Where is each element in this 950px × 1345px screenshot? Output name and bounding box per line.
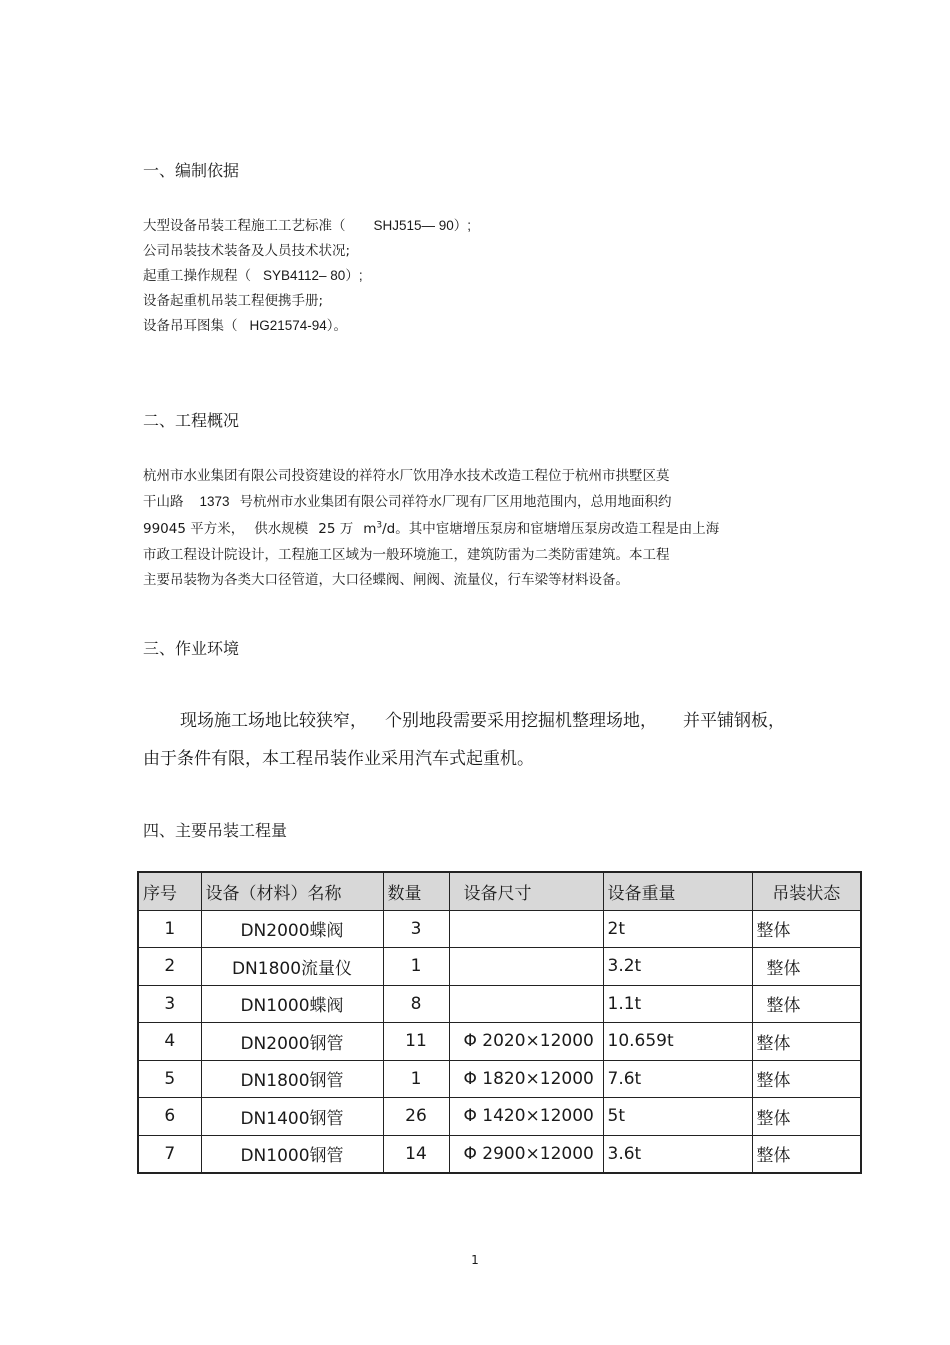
table-row	[138, 985, 861, 1023]
section-2-heading: 二、工程概况	[143, 411, 240, 430]
cell-state: 整体	[752, 985, 861, 1023]
environment-part-3: 并平铺钢板，	[683, 711, 785, 731]
header-index: 序号	[138, 872, 201, 910]
overview-line-2	[143, 490, 672, 510]
cell-index: 4	[138, 1023, 201, 1061]
cell-size: Φ 2900×12000	[449, 1135, 603, 1173]
header-state: 吊装状态	[752, 872, 861, 910]
cell-index: 7	[138, 1135, 201, 1173]
cell-size	[449, 985, 603, 1023]
cell-state: 整体	[752, 1023, 861, 1061]
basis-item-1-text: 大型设备吊装工程施工工艺标准（	[143, 218, 346, 234]
environment-part-2: 个别地段需要采用挖掘机整理场地，	[385, 711, 657, 731]
cell-index: 3	[138, 985, 201, 1023]
overview-road: 干山路	[143, 494, 184, 510]
cell-size	[449, 948, 603, 986]
cell-quantity: 8	[383, 985, 449, 1023]
cell-quantity: 11	[383, 1023, 449, 1061]
cell-size: Φ 2020×12000	[449, 1023, 603, 1061]
cell-size: Φ 1420×12000	[449, 1098, 603, 1136]
cell-index: 5	[138, 1060, 201, 1098]
cell-state: 整体	[752, 910, 861, 948]
cell-weight: 10.659t	[603, 1023, 752, 1061]
overview-road-number: 1373	[199, 494, 230, 509]
environment-para-line-2: 由于条件有限，本工程吊装作业采用汽车式起重机。	[143, 749, 534, 769]
cell-quantity: 1	[383, 948, 449, 986]
section-1-heading: 一、编制依据	[143, 161, 240, 180]
environment-para-line-1	[180, 706, 785, 731]
basis-item-3-code: SYB4112– 80）;	[263, 268, 363, 283]
cell-index: 6	[138, 1098, 201, 1136]
table-row	[138, 1135, 861, 1173]
table-row	[138, 1023, 861, 1061]
environment-part-1: 现场施工场地比较狭窄，	[180, 711, 367, 731]
basis-item-2	[143, 239, 350, 259]
overview-supply-label: 供水规模	[254, 521, 309, 537]
cell-quantity: 3	[383, 910, 449, 948]
overview-line-1: 杭州市水业集团有限公司投资建设的祥符水厂饮用净水技术改造工程位于杭州市拱墅区莫	[143, 468, 670, 484]
cell-name: DN1800钢管	[201, 1060, 383, 1098]
basis-item-4-text: 设备起重机吊装工程便携手册;	[143, 293, 324, 309]
cell-size	[449, 910, 603, 948]
cell-weight: 5t	[603, 1098, 752, 1136]
cell-name: DN2000钢管	[201, 1023, 383, 1061]
cell-name: DN1000蝶阀	[201, 985, 383, 1023]
overview-line-2-rest: 号杭州市水业集团有限公司祥符水厂现有厂区用地范围内，总用地面积约	[239, 494, 672, 510]
cell-index: 2	[138, 948, 201, 986]
cell-name: DN1800流量仪	[201, 948, 383, 986]
cell-state: 整体	[752, 1098, 861, 1136]
overview-supply-value: 25 万	[318, 521, 354, 537]
cell-name: DN2000蝶阀	[201, 910, 383, 948]
cell-state: 整体	[752, 1060, 861, 1098]
cell-name: DN1400钢管	[201, 1098, 383, 1136]
section-4-heading: 四、主要吊装工程量	[143, 821, 288, 840]
cell-state: 整体	[752, 1135, 861, 1173]
cell-size: Φ 1820×12000	[449, 1060, 603, 1098]
cell-quantity: 1	[383, 1060, 449, 1098]
table-row	[138, 1060, 861, 1098]
basis-item-3-text: 起重工操作规程（	[143, 268, 251, 284]
table-row	[138, 948, 861, 986]
lifting-quantity-table	[137, 871, 862, 1174]
overview-line-3-rest: /d。其中宦塘增压泵房和宦塘增压泵房改造工程是由上海	[382, 521, 720, 537]
basis-item-1-code: SHJ515— 90）;	[373, 218, 472, 233]
overview-unit: m	[363, 521, 377, 537]
table-header-row	[138, 872, 861, 910]
cell-weight: 7.6t	[603, 1060, 752, 1098]
overview-line-5: 主要吊装物为各类大口径管道，大口径蝶阀、闸阀、流量仪，行车梁等材料设备。	[143, 572, 629, 588]
cell-quantity: 26	[383, 1098, 449, 1136]
basis-item-5	[143, 314, 347, 334]
overview-line-4: 市政工程设计院设计，工程施工区域为一般环境施工，建筑防雷为二类防雷建筑。本工程	[143, 547, 670, 563]
overview-unit-exponent: 3	[376, 520, 383, 531]
basis-item-2-text: 公司吊装技术装备及人员技术状况;	[143, 243, 351, 259]
header-weight: 设备重量	[603, 872, 752, 910]
header-name: 设备（材料）名称	[201, 872, 383, 910]
cell-index: 1	[138, 910, 201, 948]
basis-item-1	[143, 214, 471, 234]
cell-weight: 1.1t	[603, 985, 752, 1023]
basis-item-4	[143, 289, 323, 309]
basis-item-5-text: 设备吊耳图集（	[143, 318, 238, 334]
cell-weight: 3.6t	[603, 1135, 752, 1173]
cell-weight: 2t	[603, 910, 752, 948]
basis-item-5-code: HG21574-94）。	[249, 318, 348, 333]
overview-line-3	[143, 517, 719, 537]
overview-area: 99045 平方米，	[143, 521, 245, 537]
header-quantity: 数量	[383, 872, 449, 910]
section-3-heading: 三、作业环境	[143, 639, 240, 658]
page-number: 1	[471, 1253, 479, 1267]
cell-quantity: 14	[383, 1135, 449, 1173]
header-size: 设备尺寸	[449, 872, 603, 910]
cell-state: 整体	[752, 948, 861, 986]
cell-name: DN1000钢管	[201, 1135, 383, 1173]
basis-item-3	[143, 264, 363, 284]
table-row	[138, 910, 861, 948]
table-row	[138, 1098, 861, 1136]
cell-weight: 3.2t	[603, 948, 752, 986]
